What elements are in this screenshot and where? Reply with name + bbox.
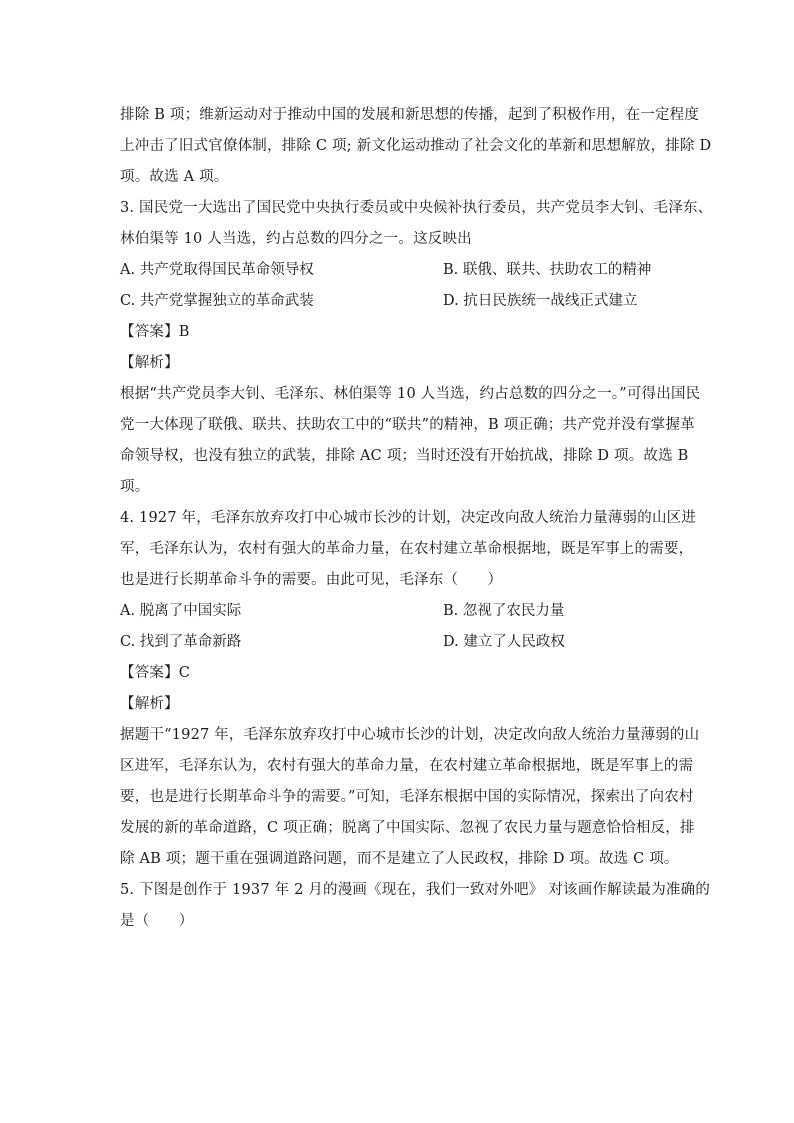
- q2-analysis-line-2: 上冲击了旧式官僚体制，排除 C 项; 新文化运动推动了社会文化的革新和思想解放，排除 D: [120, 138, 712, 154]
- q3-option-d: D. 抗日民族统一战线正式建立: [443, 293, 638, 309]
- q4-stem-line-3: 也是进行长期革命斗争的需要。由此可见，毛泽东（ ）: [120, 572, 503, 588]
- q3-stem-line-2: 林伯渠等 10 人当选，约占总数的四分之一。这反映出: [120, 231, 472, 247]
- q4-options-row-1: [120, 596, 690, 627]
- q4-options-row-2: [120, 627, 690, 658]
- q4-analysis-line-5: 除 AB 项；题干重在强调道路问题，而不是建立了人民政权，排除 D 项。故选 C 项。: [120, 851, 679, 867]
- q5-stem-line-2: 是（ ）: [120, 913, 194, 929]
- q4-stem-line-1: 4. 1927 年，毛泽东放弃攻打中心城市长沙的计划，决定改向敌人统治力量薄弱的山区进: [120, 510, 697, 526]
- q3-option-b: B. 联俄、联共、扶助农工的精神: [443, 262, 652, 278]
- q4-stem-line-2: 军，毛泽东认为，农村有强大的革命力量，在农村建立革命根据地，既是军事上的需要，: [120, 541, 694, 557]
- q3-option-a: A. 共产党取得国民革命领导权: [120, 262, 314, 278]
- q4-analysis-line-2: 区进军，毛泽东认为，农村有强大的革命力量，在农村建立革命根据地，既是军事上的需: [120, 758, 694, 774]
- q3-options-row-1: [120, 255, 690, 286]
- q3-analysis-line-1: 根据“共产党员李大钊、毛泽东、林伯渠等 10 人当选，约占总数的四分之一。”可得出国民: [120, 386, 701, 402]
- q3-stem-line-1: 3. 国民党一大选出了国民党中央执行委员或中央候补执行委员，共产党员李大钊、毛泽东、: [120, 200, 713, 216]
- q2-analysis-line-1: 排除 B 项；维新运动对于推动中国的发展和新思想的传播，起到了积极作用，在一定程度: [120, 107, 700, 123]
- q4-analysis-line-1: 据题干“1927 年，毛泽东放弃攻打中心城市长沙的计划，决定改向敌人统治力量薄弱的山: [120, 727, 700, 743]
- q4-option-b: B. 忽视了农民力量: [443, 603, 565, 619]
- q3-option-c: C. 共产党掌握独立的革命武装: [120, 293, 314, 309]
- document-page: [120, 100, 713, 937]
- q4-analysis-line-3: 要，也是进行长期革命斗争的需要。”可知，毛泽东根据中国的实际情况，探索出了向农村: [120, 789, 694, 805]
- q3-analysis-line-2: 党一大体现了联俄、联共、扶助农工中的“联共”的精神，B 项正确；共产党并没有掌握革: [120, 417, 695, 433]
- q4-option-c: C. 找到了革命新路: [120, 634, 242, 650]
- q3-answer: 【答案】B: [120, 324, 190, 340]
- q4-answer: 【答案】C: [120, 665, 191, 681]
- q3-analysis-line-4: 项。: [120, 479, 150, 495]
- q3-analysis-heading: 【解析】: [120, 355, 179, 371]
- q4-analysis-line-4: 发展的新的革命道路，C 项正确；脱离了中国实际、忽视了农民力量与题意恰恰相反，排: [120, 820, 695, 836]
- q5-stem-line-1: 5. 下图是创作于 1937 年 2 月的漫画《现在，我们一致对外吧》 对该画作解读最为准确的: [120, 882, 711, 898]
- q4-option-d: D. 建立了人民政权: [443, 634, 565, 650]
- q3-options-row-2: [120, 286, 690, 317]
- q2-analysis-line-3: 项。故选 A 项。: [120, 169, 229, 185]
- q4-option-a: A. 脱离了中国实际: [120, 603, 242, 619]
- q3-analysis-line-3: 命领导权，也没有独立的武装，排除 AC 项；当时还没有开始抗战，排除 D 项。故选 B: [120, 448, 689, 464]
- q4-analysis-heading: 【解析】: [120, 696, 179, 712]
